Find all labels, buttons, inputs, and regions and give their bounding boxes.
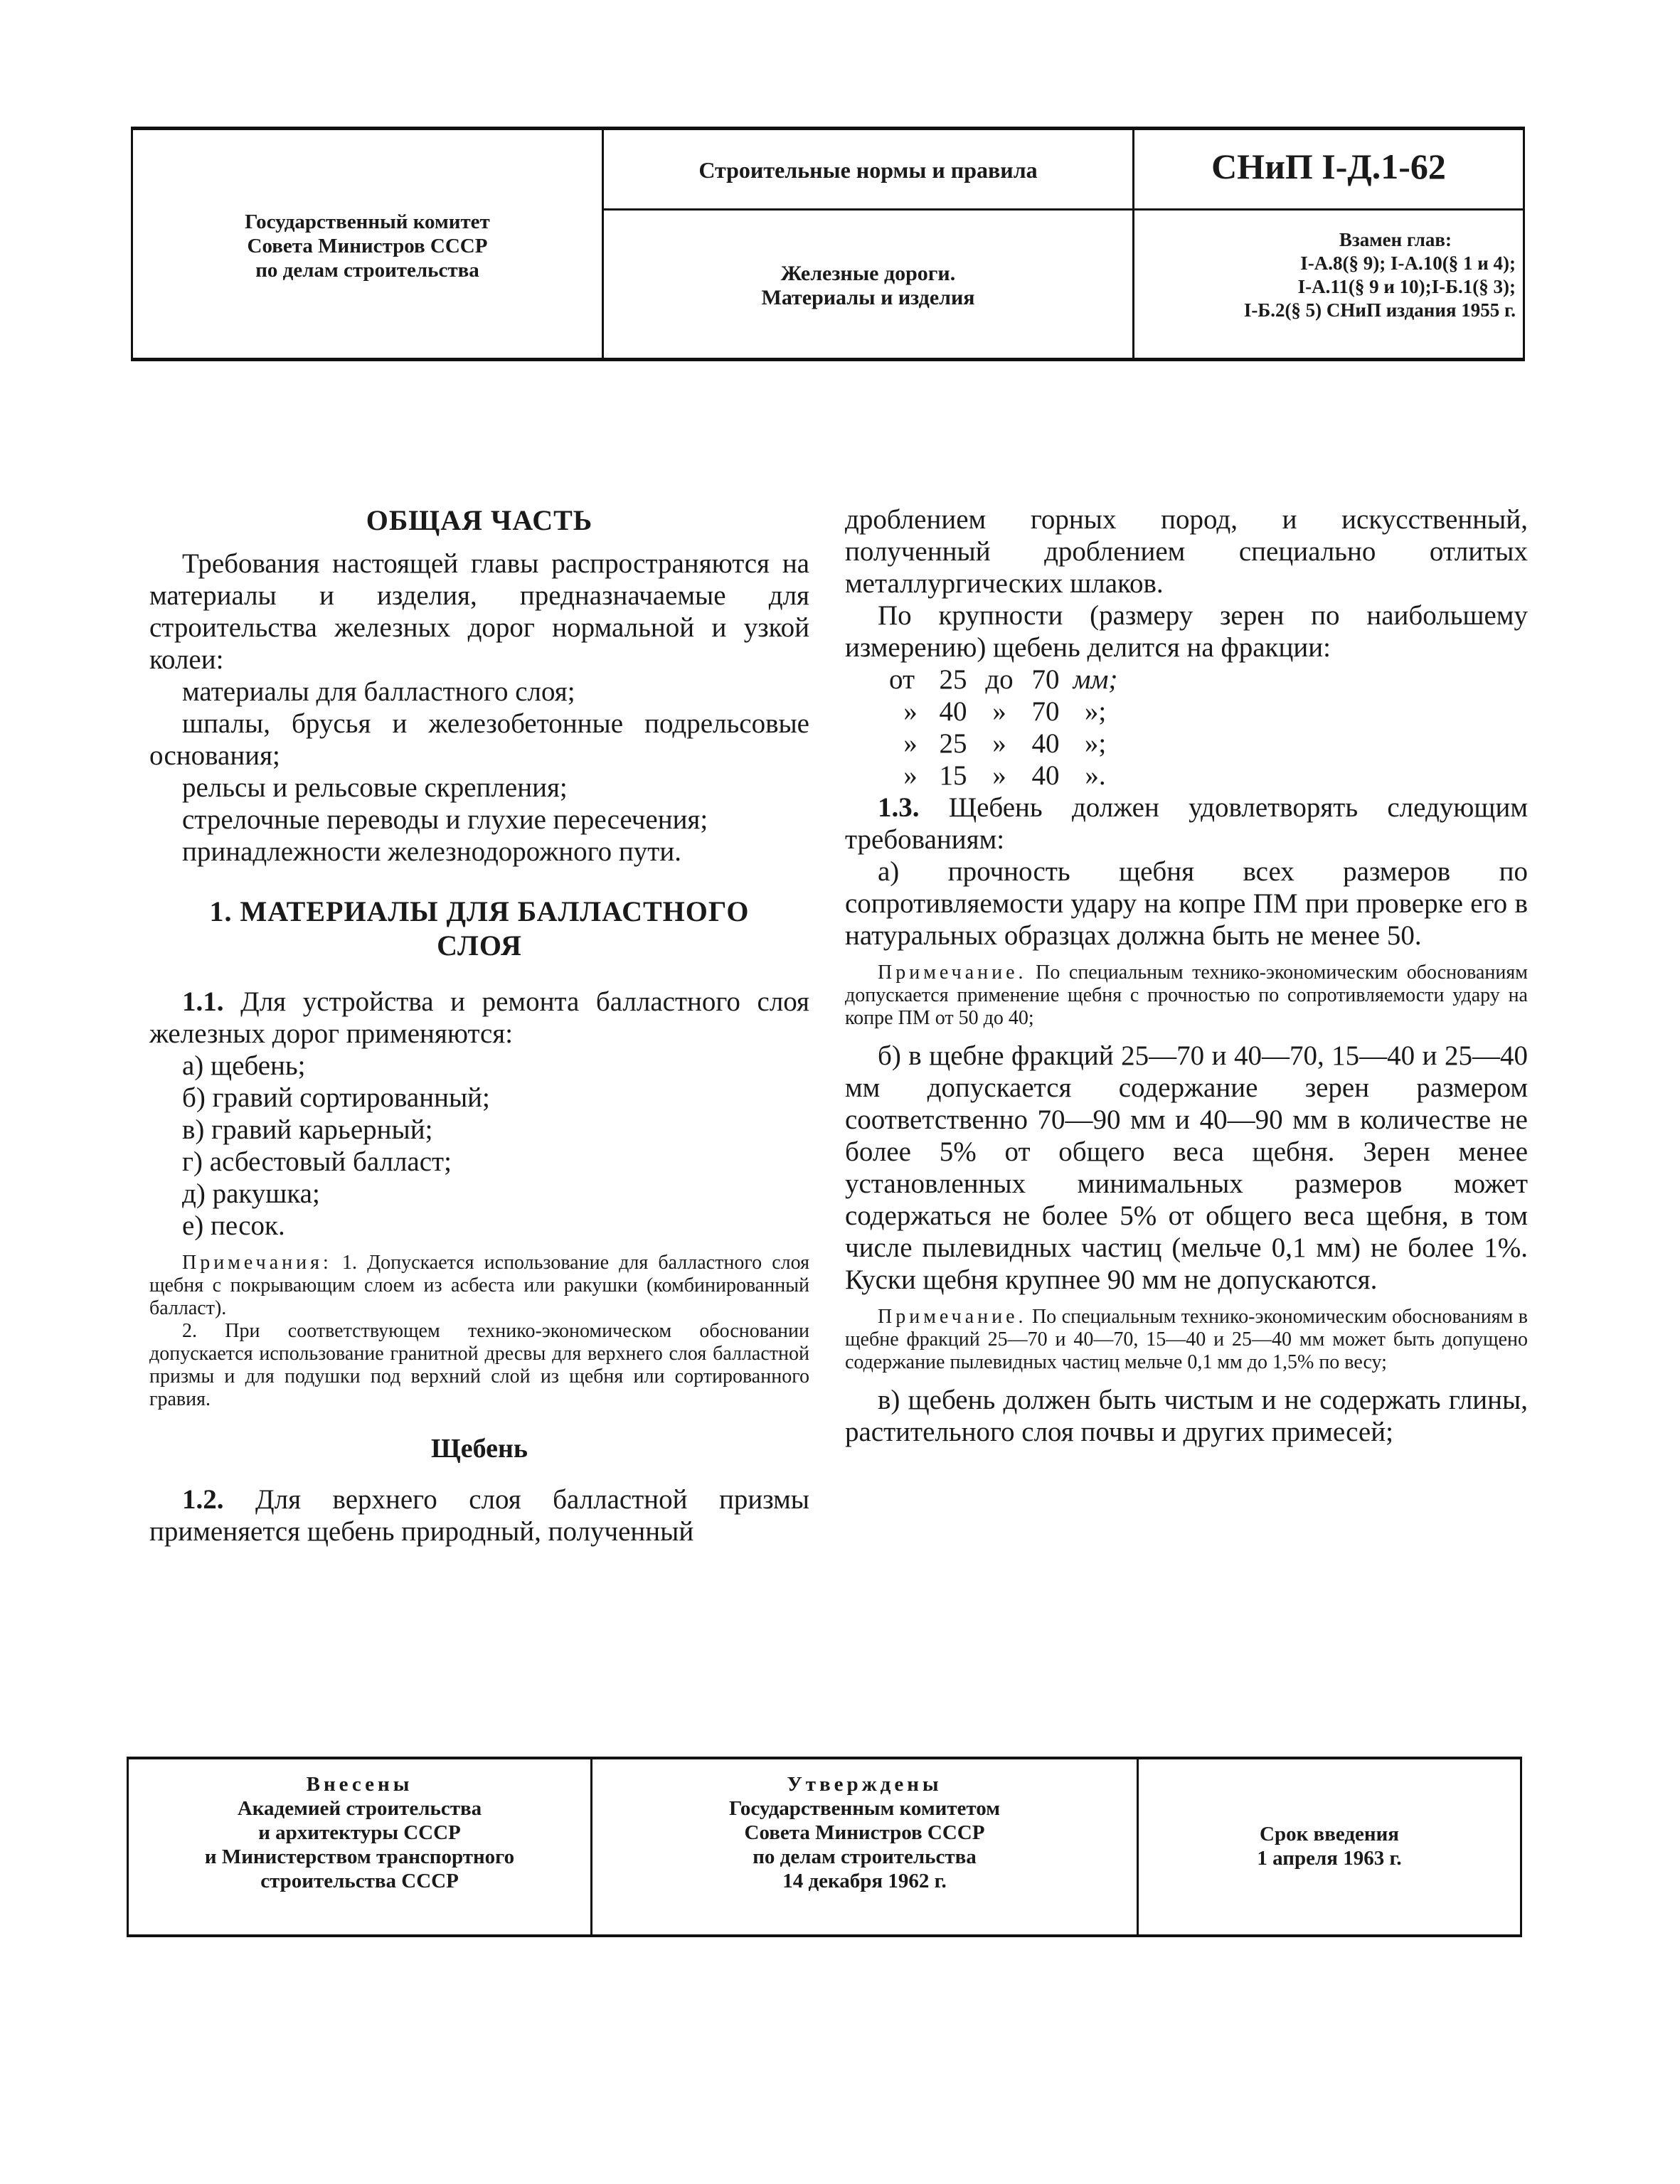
note-text: 1. Допускается использование для балластного слоя щебня с покрывающим слоем из асбеста или ракушки (комбинированный балласт). [149,1252,809,1319]
approved-block [592,1772,1137,1893]
right-column [845,504,1528,1448]
fraction-cell: » [903,696,918,727]
fraction-cell: »; [1084,696,1107,727]
introduced-block [129,1772,590,1893]
fraction-row [882,664,1528,696]
introduced-cell [129,1759,592,1934]
header-table [131,127,1525,361]
fraction-cell: до [985,664,1014,695]
section-heading: 1. МАТЕРИАЛЫ ДЛЯ БАЛЛАСТНОГО СЛОЯ [209,895,750,962]
fraction-cell: 40 [1031,728,1060,759]
list-item: материалы для балластного слоя; [182,676,575,707]
fraction-cell: » [903,760,918,791]
effective-date-block [1139,1822,1520,1870]
effective-date-cell [1139,1759,1520,1934]
committee-line: Государственный комитет [245,211,490,233]
approved-line: Совета Министров СССР [744,1821,985,1844]
left-column [149,504,809,1548]
note [845,962,1528,1030]
list-item: б) гравий сортированный; [182,1082,490,1113]
paragraph: в) щебень должен быть чистым и не содержать глины, растительного слоя почвы и других примесей; [845,1385,1528,1447]
list-item: принадлежности железнодорожного пути. [182,836,681,867]
effective-line: 1 апреля 1963 г. [1257,1847,1402,1870]
list-item: д) ракушка; [182,1178,320,1209]
norms-cell [604,130,1134,358]
list-item: шпалы, брусья и железобетонные подрельсовые основания; [149,708,809,771]
paragraph-number: 1.2. [182,1484,224,1515]
subject-line: Материалы и изделия [761,286,975,309]
fraction-cell: 25 [939,664,967,695]
paragraph-text: Щебень должен удовлетворять следующим требованиям: [845,792,1528,855]
list-item: г) асбестовый балласт; [182,1146,452,1177]
subject-line: Железные дороги. [780,262,956,285]
introduced-line: строительства СССР [260,1870,459,1892]
fraction-row [882,728,1528,760]
fraction-cell: ». [1085,760,1106,791]
approved-line: 14 декабря 1962 г. [782,1870,947,1892]
replaces-line: I-А.11(§ 9 и 10);I-Б.1(§ 3); [1297,276,1516,297]
paragraph-number: 1.3. [878,792,920,823]
note-label: Примечание. [878,962,1027,984]
note-text: По специальным технико-экономическим обоснованиям в щебне фракций 25—70 и 40—70, 15—40 и 25—40 мм может быть допущено содержание пылевидных частиц мельче 0,1 мм до 1,5% по весу; [845,1306,1528,1373]
footer-table [127,1757,1522,1937]
list-item: а) щебень; [182,1050,306,1081]
fraction-cell: 40 [1031,760,1060,791]
fraction-cell: 25 [939,728,967,759]
fraction-cell: от [889,664,915,695]
approved-line: по делам строительства [753,1845,977,1868]
document-code: СНиП I-Д.1-62 [1211,147,1446,186]
subject-title [604,262,1132,310]
replaces-block [1127,228,1516,322]
approved-label: Утверждены [787,1773,942,1796]
introduced-line: и Министерством транспортного [204,1845,515,1868]
approved-line: Государственным комитетом [729,1797,1000,1820]
fraction-cell: »; [1084,728,1107,759]
note [149,1252,809,1320]
fraction-cell: 70 [1031,696,1060,727]
paragraph [845,792,1528,856]
note-label: Примечания: [182,1252,332,1274]
paragraph-number: 1.1. [182,986,224,1017]
fraction-row [882,696,1528,728]
fraction-cell: » [992,696,1006,727]
note [845,1306,1528,1374]
fraction-cell: 40 [939,696,967,727]
paragraph: По крупности (размеру зерен по наибольшему измерению) щебень делится на фракции: [845,600,1528,663]
fraction-cell: » [992,728,1006,759]
introduced-line: Академией строительства [237,1797,482,1820]
paragraph [149,1483,809,1548]
committee-name [133,210,602,282]
introduced-label: Внесены [306,1773,413,1796]
divider [1134,208,1523,211]
paragraph: дроблением горных пород, и искусственный, полученный дроблением специально отлитых металлургических шлаков. [845,504,1528,599]
committee-line: Совета Министров СССР [247,235,488,257]
replaces-line: Взамен глав: [1339,229,1452,250]
fraction-cell: 15 [939,760,967,791]
paragraph: Требования настоящей главы распространяются на материалы и изделия, предназначаемые для строительства железных дорог нормальной и узкой колеи: [149,548,809,675]
committee-line: по делам строительства [255,259,479,282]
fraction-cell: » [992,760,1006,791]
subsection-heading: Щебень [431,1434,528,1464]
list-item: стрелочные переводы и глухие пересечения; [182,804,708,835]
list-item: в) гравий карьерный; [182,1114,433,1145]
note-label: Примечание. [878,1306,1027,1328]
approved-cell [592,1759,1139,1934]
note-text: По специальным технико-экономическим обоснованиям допускается применение щебня с прочностью по сопротивляемости удару на копре ПМ от 50 до 40; [845,962,1528,1029]
paragraph: а) прочность щебня всех размеров по сопротивляемости удару на копре ПМ при проверке его в натуральных образцах должна быть не менее 50. [845,856,1528,951]
paragraph: б) в щебне фракций 25—70 и 40—70, 15—40 и 25—40 мм допускается содержание зерен размером соответственно 70—90 мм и 40—90 мм в количестве не более 5% от общего веса щебня. Зерен менее установленных минимальных размеров может содержаться не более 5% от общего веса щебня, в том числе пылевидных частиц (мельче 0,1 мм) не более 1%. Куски щебня крупнее 90 мм не допускаются. [845,1040,1528,1295]
note: 2. При соответствующем технико-экономическом обосновании допускается использование гранитной дресвы для верхнего слоя балластной призмы и для подушки под верхний слой из щебня или сортированного гравия. [149,1320,809,1410]
replaces-line: I-Б.2(§ 5) СНиП издания 1955 г. [1243,299,1516,321]
section-heading: ОБЩАЯ ЧАСТЬ [366,504,593,536]
fraction-cell: 70 [1031,664,1060,695]
code-cell [1134,130,1523,358]
paragraph [149,986,809,1050]
list-item: рельсы и рельсовые скрепления; [182,772,568,803]
divider [604,208,1132,211]
norms-title: Строительные нормы и правила [698,157,1038,183]
replaces-line: I-А.8(§ 9); I-А.10(§ 1 и 4); [1300,252,1516,274]
introduced-line: и архитектуры СССР [258,1821,461,1844]
paragraph-text: Для верхнего слоя балластной призмы применяется щебень природный, полученный [149,1484,809,1547]
fractions-list [845,664,1528,792]
list-item: е) песок. [182,1210,285,1241]
fraction-row [882,760,1528,792]
fraction-cell: мм; [1073,664,1118,695]
effective-line: Срок введения [1260,1823,1399,1845]
fraction-cell: » [903,728,918,759]
committee-cell [133,130,604,358]
paragraph-text: Для устройства и ремонта балластного слоя железных дорог применяются: [149,986,809,1049]
